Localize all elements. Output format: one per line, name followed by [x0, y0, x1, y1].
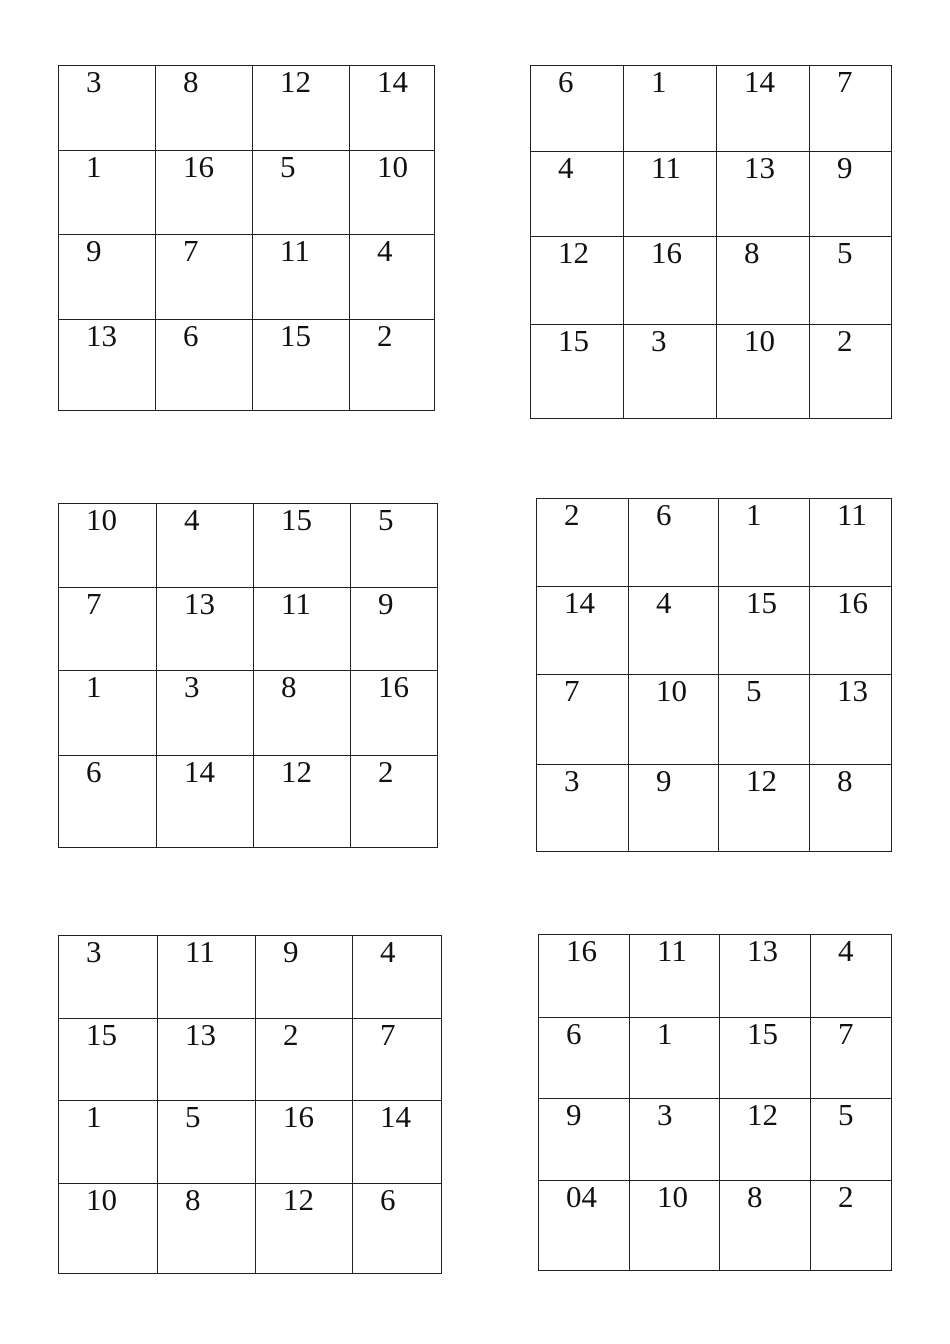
number-grid-3 [58, 503, 438, 848]
grid-cell [810, 675, 891, 765]
grid-cell [253, 235, 350, 320]
grid-cell [353, 1184, 441, 1273]
grid-cell [253, 320, 350, 410]
cell-number: 13 [185, 1019, 216, 1052]
grid-cell [630, 1018, 720, 1099]
cell-number: 9 [656, 765, 672, 798]
cell-number: 2 [564, 499, 580, 532]
cell-number: 9 [837, 152, 853, 185]
cell-number: 11 [837, 499, 867, 532]
cell-number: 15 [746, 587, 777, 620]
grid-cell [256, 1101, 353, 1184]
cell-number: 10 [86, 1184, 117, 1217]
cell-number: 12 [558, 237, 589, 270]
grid-cell [59, 235, 156, 320]
cell-number: 13 [747, 935, 778, 968]
cell-number: 7 [183, 235, 199, 268]
cell-number: 13 [837, 675, 868, 708]
cell-number: 5 [838, 1099, 854, 1132]
grid-cell [156, 320, 253, 410]
grid-cell [59, 1184, 158, 1273]
grid-cell [537, 765, 629, 851]
grid-cell [719, 587, 810, 675]
cell-number: 2 [378, 756, 394, 789]
grid-cell [157, 756, 254, 847]
grid-cell [537, 499, 629, 587]
grid-cell [630, 1181, 720, 1270]
grid-cell [531, 66, 624, 152]
cell-number: 8 [183, 66, 199, 99]
cell-number: 12 [281, 756, 312, 789]
cell-number: 04 [566, 1181, 597, 1214]
cell-number: 16 [566, 935, 597, 968]
grid-cell [717, 152, 810, 237]
grid-cell [59, 504, 157, 588]
cell-number: 8 [837, 765, 853, 798]
grid-cell [531, 152, 624, 237]
grid-cell [351, 504, 437, 588]
cell-number: 4 [377, 235, 393, 268]
cell-number: 14 [380, 1101, 411, 1134]
grid-cell [810, 66, 891, 152]
grid-cell [720, 1018, 811, 1099]
grid-cell [59, 320, 156, 410]
grid-cell [539, 1099, 630, 1181]
grid-cell [537, 675, 629, 765]
cell-number: 6 [380, 1184, 396, 1217]
grid-cell [350, 320, 434, 410]
grid-cell [158, 936, 256, 1019]
cell-number: 5 [280, 151, 296, 184]
grid-cell [254, 504, 351, 588]
cell-number: 9 [283, 936, 299, 969]
cell-number: 13 [184, 588, 215, 621]
grid-cell [256, 1184, 353, 1273]
cell-number: 3 [86, 936, 102, 969]
grid-cell [253, 151, 350, 235]
cell-number: 16 [378, 671, 409, 704]
grid-cell [351, 756, 437, 847]
cell-number: 7 [564, 675, 580, 708]
cell-number: 3 [651, 325, 667, 358]
grid-cell [254, 588, 351, 671]
cell-number: 7 [86, 588, 102, 621]
grid-cell [811, 1018, 891, 1099]
grid-cell [158, 1019, 256, 1101]
cell-number: 10 [656, 675, 687, 708]
grid-cell [353, 1101, 441, 1184]
cell-number: 12 [283, 1184, 314, 1217]
grid-cell [253, 66, 350, 151]
cell-number: 5 [185, 1101, 201, 1134]
grid-cell [350, 235, 434, 320]
number-grid-2 [530, 65, 892, 419]
grid-cell [810, 587, 891, 675]
grid-cell [531, 325, 624, 418]
cell-number: 12 [747, 1099, 778, 1132]
cell-number: 7 [837, 66, 853, 99]
grid-cell [537, 587, 629, 675]
cell-number: 4 [558, 152, 574, 185]
cell-number: 1 [746, 499, 762, 532]
cell-number: 2 [377, 320, 393, 353]
grid-cell [156, 235, 253, 320]
grid-cell [59, 588, 157, 671]
grid-cell [353, 1019, 441, 1101]
cell-number: 1 [86, 1101, 102, 1134]
grid-cell [810, 237, 891, 325]
grid-cell [256, 1019, 353, 1101]
cell-number: 14 [184, 756, 215, 789]
cell-number: 1 [86, 671, 102, 704]
cell-number: 3 [184, 671, 200, 704]
cell-number: 11 [651, 152, 681, 185]
grid-cell [539, 1018, 630, 1099]
grid-cell [351, 671, 437, 756]
grid-cell [350, 151, 434, 235]
grid-cell [629, 765, 719, 851]
cell-number: 8 [747, 1181, 763, 1214]
cell-number: 15 [281, 504, 312, 537]
grid-cell [720, 1181, 811, 1270]
grid-cell [256, 936, 353, 1019]
number-grid-6 [538, 934, 892, 1271]
grid-cell [539, 935, 630, 1018]
cell-number: 14 [564, 587, 595, 620]
cell-number: 2 [283, 1019, 299, 1052]
cell-number: 5 [378, 504, 394, 537]
grid-cell [158, 1184, 256, 1273]
grid-cell [720, 1099, 811, 1181]
cell-number: 15 [280, 320, 311, 353]
cell-number: 6 [86, 756, 102, 789]
cell-number: 1 [86, 151, 102, 184]
number-grid-5 [58, 935, 442, 1274]
grid-cell [717, 325, 810, 418]
cell-number: 16 [183, 151, 214, 184]
cell-number: 15 [86, 1019, 117, 1052]
cell-number: 11 [281, 588, 311, 621]
cell-number: 9 [378, 588, 394, 621]
cell-number: 11 [185, 936, 215, 969]
cell-number: 12 [280, 66, 311, 99]
cell-number: 3 [564, 765, 580, 798]
grid-cell [351, 588, 437, 671]
grid-cell [59, 936, 158, 1019]
cell-number: 11 [657, 935, 687, 968]
cell-number: 14 [744, 66, 775, 99]
number-grid-1 [58, 65, 435, 411]
grid-cell [719, 675, 810, 765]
cell-number: 4 [838, 935, 854, 968]
grid-cell [629, 675, 719, 765]
cell-number: 1 [657, 1018, 673, 1051]
cell-number: 16 [283, 1101, 314, 1134]
grid-cell [811, 1099, 891, 1181]
cell-number: 6 [558, 66, 574, 99]
grid-cell [158, 1101, 256, 1184]
grid-cell [624, 237, 717, 325]
grid-cell [254, 756, 351, 847]
grid-cell [629, 499, 719, 587]
cell-number: 5 [837, 237, 853, 270]
grid-cell [630, 1099, 720, 1181]
grid-cell [630, 935, 720, 1018]
cell-number: 7 [838, 1018, 854, 1051]
grid-cell [810, 765, 891, 851]
grid-cell [624, 66, 717, 152]
cell-number: 9 [566, 1099, 582, 1132]
cell-number: 14 [377, 66, 408, 99]
grid-cell [539, 1181, 630, 1270]
grid-cell [350, 66, 434, 151]
cell-number: 7 [380, 1019, 396, 1052]
cell-number: 6 [183, 320, 199, 353]
cell-number: 11 [280, 235, 310, 268]
grid-cell [157, 671, 254, 756]
cell-number: 8 [744, 237, 760, 270]
cell-number: 16 [651, 237, 682, 270]
grid-cell [156, 66, 253, 151]
grid-cell [157, 588, 254, 671]
cell-number: 4 [656, 587, 672, 620]
cell-number: 10 [377, 151, 408, 184]
grid-cell [157, 504, 254, 588]
cell-number: 3 [657, 1099, 673, 1132]
cell-number: 12 [746, 765, 777, 798]
grid-cell [59, 1019, 158, 1101]
grid-cell [59, 66, 156, 151]
cell-number: 10 [657, 1181, 688, 1214]
cell-number: 16 [837, 587, 868, 620]
grid-cell [811, 935, 891, 1018]
grid-cell [59, 671, 157, 756]
cell-number: 13 [86, 320, 117, 353]
grid-cell [624, 325, 717, 418]
cell-number: 6 [566, 1018, 582, 1051]
grid-cell [717, 66, 810, 152]
grid-cell [156, 151, 253, 235]
grid-cell [810, 152, 891, 237]
grid-cell [254, 671, 351, 756]
cell-number: 3 [86, 66, 102, 99]
cell-number: 15 [747, 1018, 778, 1051]
cell-number: 10 [744, 325, 775, 358]
cell-number: 15 [558, 325, 589, 358]
cell-number: 5 [746, 675, 762, 708]
cell-number: 9 [86, 235, 102, 268]
number-grid-4 [536, 498, 892, 852]
cell-number: 4 [184, 504, 200, 537]
grid-cell [811, 1181, 891, 1270]
cell-number: 4 [380, 936, 396, 969]
grid-cell [717, 237, 810, 325]
grid-cell [810, 499, 891, 587]
cell-number: 6 [656, 499, 672, 532]
cell-number: 1 [651, 66, 667, 99]
grid-cell [810, 325, 891, 418]
cell-number: 13 [744, 152, 775, 185]
cell-number: 8 [281, 671, 297, 704]
grid-cell [719, 765, 810, 851]
grid-cell [629, 587, 719, 675]
grid-cell [720, 935, 811, 1018]
cell-number: 2 [837, 325, 853, 358]
grid-cell [531, 237, 624, 325]
grid-cell [59, 756, 157, 847]
grid-cell [624, 152, 717, 237]
cell-number: 8 [185, 1184, 201, 1217]
grid-cell [719, 499, 810, 587]
cell-number: 10 [86, 504, 117, 537]
grid-cell [353, 936, 441, 1019]
grid-cell [59, 1101, 158, 1184]
cell-number: 2 [838, 1181, 854, 1214]
grid-cell [59, 151, 156, 235]
